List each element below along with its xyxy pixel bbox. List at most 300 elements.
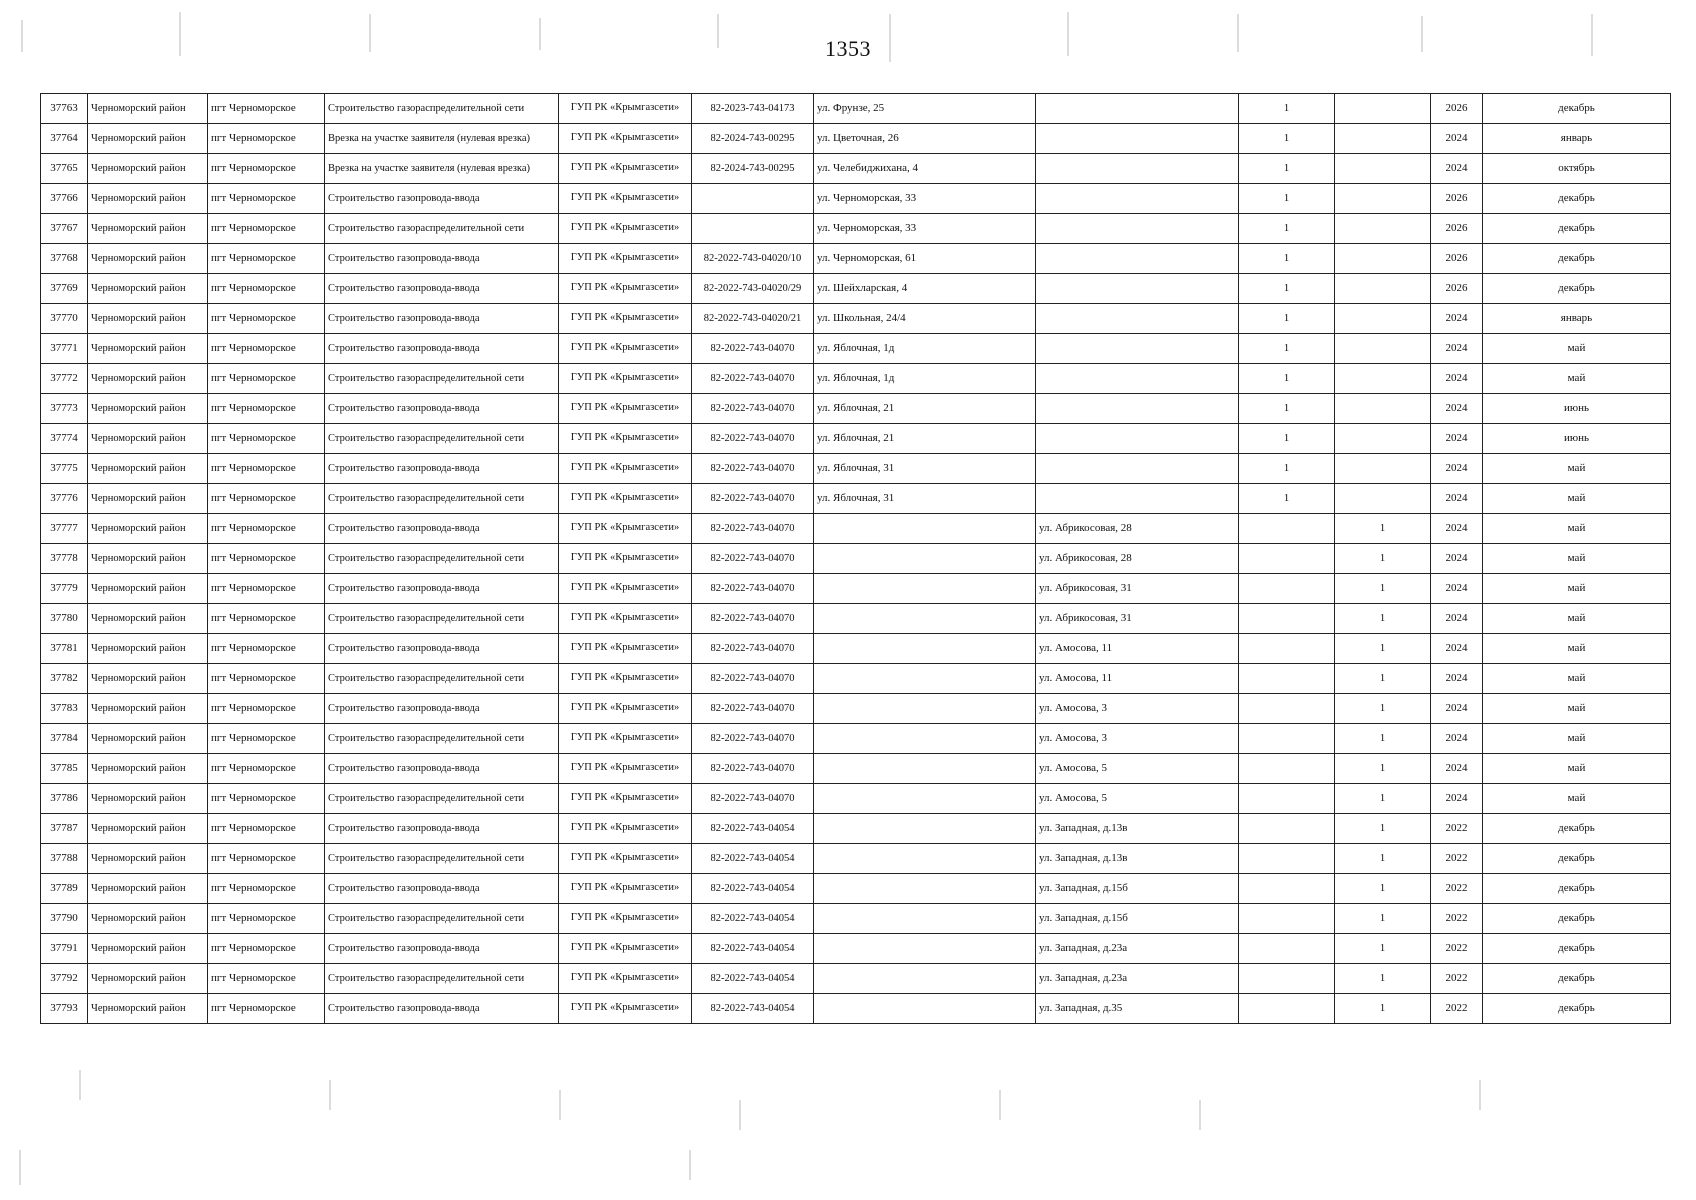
cell-tech-conditions-number: 82-2022-743-04054 [692,844,814,874]
cell-count [1239,724,1335,754]
cell-year: 2024 [1431,604,1483,634]
cell-count: 1 [1239,184,1335,214]
cell-organization: ГУП РК «Крымгазсети» [559,874,692,904]
cell-tech-conditions-number: 82-2022-743-04070 [692,424,814,454]
cell-count-alt: 1 [1335,934,1431,964]
table-row [41,94,1671,124]
cell-organization: ГУП РК «Крымгазсети» [559,904,692,934]
cell-address-alt [1036,424,1239,454]
cell-month: май [1483,364,1671,394]
cell-address-alt: ул. Амосова, 3 [1036,694,1239,724]
cell-count-alt [1335,424,1431,454]
table-row [41,154,1671,184]
cell-tech-conditions-number: 82-2022-743-04020/10 [692,244,814,274]
cell-address-alt: ул. Амосова, 5 [1036,784,1239,814]
cell-count-alt [1335,484,1431,514]
cell-settlement: пгт Черноморское [208,124,325,154]
cell-count [1239,514,1335,544]
cell-year: 2026 [1431,214,1483,244]
cell-count-alt [1335,334,1431,364]
table-row [41,304,1671,334]
cell-settlement: пгт Черноморское [208,334,325,364]
cell-work-type: Строительство газораспределительной сети [325,964,559,994]
cell-settlement: пгт Черноморское [208,634,325,664]
cell-tech-conditions-number: 82-2022-743-04070 [692,664,814,694]
cell-work-type: Врезка на участке заявителя (нулевая врезка) [325,124,559,154]
cell-district: Черноморский район [88,184,208,214]
table-row [41,574,1671,604]
table-row [41,454,1671,484]
cell-number: 37776 [41,484,88,514]
cell-tech-conditions-number: 82-2022-743-04020/29 [692,274,814,304]
cell-year: 2026 [1431,184,1483,214]
cell-year: 2026 [1431,94,1483,124]
cell-address: ул. Фрунзе, 25 [814,94,1036,124]
cell-year: 2022 [1431,994,1483,1024]
cell-address [814,994,1036,1024]
cell-district: Черноморский район [88,274,208,304]
cell-district: Черноморский район [88,784,208,814]
cell-settlement: пгт Черноморское [208,364,325,394]
cell-month: январь [1483,304,1671,334]
cell-work-type: Строительство газораспределительной сети [325,784,559,814]
cell-address: ул. Черноморская, 61 [814,244,1036,274]
cell-address [814,814,1036,844]
cell-year: 2026 [1431,274,1483,304]
cell-address [814,514,1036,544]
cell-address [814,934,1036,964]
cell-district: Черноморский район [88,424,208,454]
cell-count-alt: 1 [1335,604,1431,634]
cell-organization: ГУП РК «Крымгазсети» [559,844,692,874]
table-row [41,964,1671,994]
cell-work-type: Строительство газораспределительной сети [325,904,559,934]
cell-month: май [1483,514,1671,544]
cell-work-type: Строительство газопровода-ввода [325,184,559,214]
cell-year: 2024 [1431,394,1483,424]
cell-settlement: пгт Черноморское [208,604,325,634]
cell-count-alt: 1 [1335,904,1431,934]
cell-district: Черноморский район [88,964,208,994]
cell-district: Черноморский район [88,844,208,874]
cell-settlement: пгт Черноморское [208,994,325,1024]
cell-work-type: Строительство газопровода-ввода [325,244,559,274]
cell-address-alt: ул. Амосова, 11 [1036,664,1239,694]
cell-work-type: Строительство газопровода-ввода [325,754,559,784]
cell-address-alt [1036,274,1239,304]
cell-year: 2024 [1431,574,1483,604]
cell-count-alt [1335,454,1431,484]
cell-work-type: Строительство газопровода-ввода [325,994,559,1024]
cell-organization: ГУП РК «Крымгазсети» [559,664,692,694]
cell-count-alt: 1 [1335,994,1431,1024]
cell-count: 1 [1239,424,1335,454]
cell-number: 37766 [41,184,88,214]
cell-month: декабрь [1483,904,1671,934]
cell-work-type: Врезка на участке заявителя (нулевая врезка) [325,154,559,184]
cell-district: Черноморский район [88,724,208,754]
cell-district: Черноморский район [88,694,208,724]
cell-month: май [1483,784,1671,814]
cell-organization: ГУП РК «Крымгазсети» [559,814,692,844]
cell-count: 1 [1239,94,1335,124]
table-row [41,334,1671,364]
cell-count-alt: 1 [1335,514,1431,544]
cell-address: ул. Яблочная, 1д [814,334,1036,364]
cell-month: январь [1483,124,1671,154]
cell-district: Черноморский район [88,454,208,484]
cell-number: 37775 [41,454,88,484]
cell-count [1239,994,1335,1024]
cell-address [814,634,1036,664]
cell-address [814,604,1036,634]
cell-number: 37772 [41,364,88,394]
cell-address: ул. Челебиджихана, 4 [814,154,1036,184]
cell-organization: ГУП РК «Крымгазсети» [559,394,692,424]
cell-address-alt: ул. Западная, д.13в [1036,814,1239,844]
cell-address-alt: ул. Западная, д.23а [1036,934,1239,964]
cell-address [814,664,1036,694]
table-row [41,514,1671,544]
table-row [41,724,1671,754]
table-row [41,814,1671,844]
cell-organization: ГУП РК «Крымгазсети» [559,94,692,124]
cell-month: май [1483,634,1671,664]
cell-organization: ГУП РК «Крымгазсети» [559,604,692,634]
table-row [41,994,1671,1024]
cell-address-alt: ул. Западная, д.35 [1036,994,1239,1024]
cell-district: Черноморский район [88,484,208,514]
cell-address-alt [1036,364,1239,394]
cell-month: май [1483,694,1671,724]
cell-year: 2024 [1431,754,1483,784]
cell-address [814,754,1036,784]
cell-count-alt: 1 [1335,664,1431,694]
cell-year: 2024 [1431,664,1483,694]
cell-tech-conditions-number: 82-2022-743-04070 [692,634,814,664]
cell-settlement: пгт Черноморское [208,154,325,184]
cell-tech-conditions-number: 82-2022-743-04054 [692,874,814,904]
cell-number: 37774 [41,424,88,454]
cell-address-alt [1036,394,1239,424]
cell-district: Черноморский район [88,814,208,844]
cell-number: 37783 [41,694,88,724]
cell-count [1239,814,1335,844]
cell-year: 2024 [1431,334,1483,364]
cell-address-alt: ул. Амосова, 3 [1036,724,1239,754]
cell-work-type: Строительство газопровода-ввода [325,304,559,334]
cell-address [814,544,1036,574]
cell-year: 2022 [1431,964,1483,994]
cell-work-type: Строительство газопровода-ввода [325,334,559,364]
cell-district: Черноморский район [88,544,208,574]
cell-number: 37767 [41,214,88,244]
cell-address-alt [1036,124,1239,154]
cell-number: 37770 [41,304,88,334]
cell-work-type: Строительство газораспределительной сети [325,724,559,754]
cell-work-type: Строительство газораспределительной сети [325,544,559,574]
cell-address: ул. Яблочная, 1д [814,364,1036,394]
cell-settlement: пгт Черноморское [208,904,325,934]
cell-district: Черноморский район [88,934,208,964]
cell-district: Черноморский район [88,664,208,694]
cell-tech-conditions-number: 82-2022-743-04070 [692,604,814,634]
cell-count-alt [1335,184,1431,214]
cell-count [1239,844,1335,874]
cell-work-type: Строительство газопровода-ввода [325,394,559,424]
cell-count: 1 [1239,304,1335,334]
cell-count [1239,604,1335,634]
cell-tech-conditions-number: 82-2022-743-04020/21 [692,304,814,334]
cell-month: декабрь [1483,814,1671,844]
cell-number: 37765 [41,154,88,184]
cell-count: 1 [1239,274,1335,304]
cell-address-alt [1036,454,1239,484]
cell-count-alt: 1 [1335,634,1431,664]
cell-month: декабрь [1483,94,1671,124]
cell-tech-conditions-number: 82-2022-743-04070 [692,454,814,484]
cell-number: 37788 [41,844,88,874]
cell-year: 2024 [1431,454,1483,484]
cell-work-type: Строительство газораспределительной сети [325,424,559,454]
cell-address-alt: ул. Западная, д.13в [1036,844,1239,874]
cell-address-alt: ул. Абрикосовая, 31 [1036,604,1239,634]
cell-month: декабрь [1483,964,1671,994]
cell-tech-conditions-number: 82-2022-743-04070 [692,544,814,574]
cell-number: 37787 [41,814,88,844]
cell-month: декабрь [1483,214,1671,244]
cell-settlement: пгт Черноморское [208,184,325,214]
table-row [41,634,1671,664]
cell-count [1239,754,1335,784]
cell-address: ул. Яблочная, 21 [814,424,1036,454]
cell-number: 37786 [41,784,88,814]
cell-count-alt [1335,244,1431,274]
cell-year: 2026 [1431,244,1483,274]
cell-count [1239,874,1335,904]
table-row [41,214,1671,244]
cell-year: 2024 [1431,544,1483,574]
document-sheet [40,93,1671,1024]
cell-district: Черноморский район [88,214,208,244]
cell-settlement: пгт Черноморское [208,244,325,274]
cell-year: 2022 [1431,874,1483,904]
cell-address [814,694,1036,724]
cell-district: Черноморский район [88,334,208,364]
page-number: 1353 [825,36,871,61]
cell-tech-conditions-number: 82-2022-743-04054 [692,904,814,934]
table-row [41,784,1671,814]
cell-month: июнь [1483,424,1671,454]
cell-address: ул. Школьная, 24/4 [814,304,1036,334]
cell-count: 1 [1239,154,1335,184]
cell-organization: ГУП РК «Крымгазсети» [559,634,692,664]
cell-count [1239,664,1335,694]
cell-number: 37793 [41,994,88,1024]
cell-district: Черноморский район [88,874,208,904]
cell-number: 37789 [41,874,88,904]
cell-number: 37791 [41,934,88,964]
cell-settlement: пгт Черноморское [208,964,325,994]
cell-organization: ГУП РК «Крымгазсети» [559,694,692,724]
cell-work-type: Строительство газораспределительной сети [325,94,559,124]
cell-count: 1 [1239,334,1335,364]
cell-tech-conditions-number: 82-2023-743-04173 [692,94,814,124]
cell-count-alt: 1 [1335,724,1431,754]
table-row [41,604,1671,634]
cell-address [814,784,1036,814]
cell-address-alt: ул. Западная, д.15б [1036,874,1239,904]
cell-address-alt [1036,244,1239,274]
cell-address [814,904,1036,934]
cell-work-type: Строительство газопровода-ввода [325,634,559,664]
cell-address-alt [1036,484,1239,514]
cell-number: 37771 [41,334,88,364]
cell-count: 1 [1239,394,1335,424]
cell-count [1239,634,1335,664]
cell-organization: ГУП РК «Крымгазсети» [559,754,692,784]
cell-settlement: пгт Черноморское [208,484,325,514]
cell-year: 2024 [1431,784,1483,814]
cell-month: октябрь [1483,154,1671,184]
cell-tech-conditions-number: 82-2022-743-04070 [692,694,814,724]
cell-month: май [1483,454,1671,484]
cell-tech-conditions-number: 82-2022-743-04070 [692,784,814,814]
cell-tech-conditions-number: 82-2024-743-00295 [692,124,814,154]
table-row [41,874,1671,904]
cell-number: 37768 [41,244,88,274]
cell-number: 37781 [41,634,88,664]
cell-tech-conditions-number: 82-2022-743-04054 [692,994,814,1024]
cell-district: Черноморский район [88,634,208,664]
cell-settlement: пгт Черноморское [208,664,325,694]
cell-count-alt [1335,214,1431,244]
table-row [41,244,1671,274]
cell-year: 2022 [1431,844,1483,874]
cell-month: май [1483,484,1671,514]
cell-work-type: Строительство газораспределительной сети [325,214,559,244]
cell-district: Черноморский район [88,514,208,544]
cell-settlement: пгт Черноморское [208,874,325,904]
cell-address: ул. Яблочная, 21 [814,394,1036,424]
cell-count-alt: 1 [1335,754,1431,784]
cell-month: декабрь [1483,934,1671,964]
cell-organization: ГУП РК «Крымгазсети» [559,244,692,274]
cell-month: июнь [1483,394,1671,424]
cell-count [1239,934,1335,964]
cell-count-alt: 1 [1335,544,1431,574]
table-row [41,424,1671,454]
cell-month: декабрь [1483,874,1671,904]
cell-month: декабрь [1483,184,1671,214]
cell-tech-conditions-number [692,214,814,244]
cell-tech-conditions-number: 82-2022-743-04070 [692,754,814,784]
cell-work-type: Строительство газораспределительной сети [325,484,559,514]
cell-address: ул. Черноморская, 33 [814,184,1036,214]
cell-work-type: Строительство газопровода-ввода [325,514,559,544]
cell-settlement: пгт Черноморское [208,784,325,814]
cell-tech-conditions-number: 82-2022-743-04054 [692,964,814,994]
cell-year: 2022 [1431,904,1483,934]
cell-tech-conditions-number: 82-2022-743-04070 [692,364,814,394]
cell-year: 2022 [1431,814,1483,844]
cell-count: 1 [1239,214,1335,244]
cell-organization: ГУП РК «Крымгазсети» [559,154,692,184]
cell-count-alt: 1 [1335,694,1431,724]
cell-address [814,874,1036,904]
cell-count-alt [1335,274,1431,304]
cell-district: Черноморский район [88,124,208,154]
cell-year: 2024 [1431,484,1483,514]
cell-count [1239,784,1335,814]
cell-count-alt [1335,124,1431,154]
cell-address-alt: ул. Абрикосовая, 31 [1036,574,1239,604]
cell-address-alt: ул. Абрикосовая, 28 [1036,544,1239,574]
cell-address-alt: ул. Западная, д.15б [1036,904,1239,934]
cell-organization: ГУП РК «Крымгазсети» [559,184,692,214]
cell-count: 1 [1239,244,1335,274]
cell-settlement: пгт Черноморское [208,454,325,484]
cell-district: Черноморский район [88,94,208,124]
cell-work-type: Строительство газораспределительной сети [325,844,559,874]
cell-number: 37792 [41,964,88,994]
cell-year: 2024 [1431,124,1483,154]
cell-district: Черноморский район [88,604,208,634]
cell-organization: ГУП РК «Крымгазсети» [559,994,692,1024]
cell-tech-conditions-number: 82-2022-743-04054 [692,934,814,964]
cell-address-alt [1036,94,1239,124]
table-row [41,484,1671,514]
cell-count [1239,694,1335,724]
cell-settlement: пгт Черноморское [208,274,325,304]
cell-organization: ГУП РК «Крымгазсети» [559,574,692,604]
cell-number: 37790 [41,904,88,934]
cell-address: ул. Яблочная, 31 [814,484,1036,514]
cell-organization: ГУП РК «Крымгазсети» [559,454,692,484]
cell-number: 37777 [41,514,88,544]
cell-organization: ГУП РК «Крымгазсети» [559,934,692,964]
cell-number: 37778 [41,544,88,574]
cell-month: май [1483,574,1671,604]
cell-year: 2022 [1431,934,1483,964]
cell-number: 37773 [41,394,88,424]
cell-address: ул. Шейхларская, 4 [814,274,1036,304]
cell-count [1239,964,1335,994]
cell-count: 1 [1239,364,1335,394]
table-row [41,664,1671,694]
cell-address-alt: ул. Амосова, 11 [1036,634,1239,664]
cell-address-alt [1036,334,1239,364]
cell-organization: ГУП РК «Крымгазсети» [559,724,692,754]
cell-number: 37780 [41,604,88,634]
cell-organization: ГУП РК «Крымгазсети» [559,274,692,304]
cell-count-alt: 1 [1335,814,1431,844]
cell-count-alt: 1 [1335,964,1431,994]
cell-tech-conditions-number: 82-2022-743-04070 [692,394,814,424]
table-row [41,394,1671,424]
table-row [41,274,1671,304]
cell-work-type: Строительство газопровода-ввода [325,274,559,304]
cell-organization: ГУП РК «Крымгазсети» [559,514,692,544]
cell-settlement: пгт Черноморское [208,514,325,544]
cell-month: май [1483,604,1671,634]
cell-count-alt [1335,154,1431,184]
cell-number: 37769 [41,274,88,304]
cell-settlement: пгт Черноморское [208,934,325,964]
cell-month: май [1483,724,1671,754]
cell-district: Черноморский район [88,994,208,1024]
cell-number: 37764 [41,124,88,154]
